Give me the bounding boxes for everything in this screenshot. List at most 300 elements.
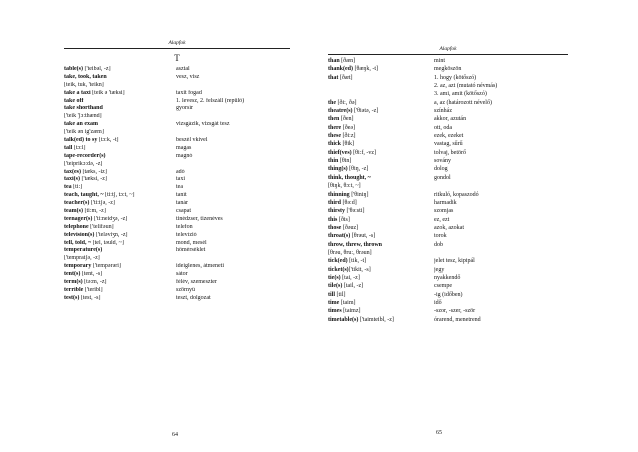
headword: thank(ed) [328, 66, 354, 73]
translation: sátor [176, 271, 188, 278]
headword-cell [64, 82, 176, 90]
headword: those [328, 224, 342, 231]
headword-cell [328, 182, 434, 190]
translation: mond, mesél [176, 239, 207, 246]
translation: magas [176, 144, 192, 151]
translation: akkor, azután [434, 116, 467, 123]
dictionary-entry [328, 241, 568, 249]
headword: television(s) [64, 231, 95, 238]
pronunciation: [tɔ:l] [72, 144, 86, 151]
translation: adó [176, 168, 185, 175]
headword: that [328, 74, 339, 81]
headword: thinning [328, 191, 350, 198]
translation: taxi [176, 176, 185, 183]
headword-cell [64, 200, 176, 208]
running-head: Alapfok [328, 46, 568, 55]
headword-cell [328, 107, 434, 115]
headword-cell [328, 132, 434, 140]
headword-cell [64, 90, 176, 98]
translation: szomjas [434, 208, 454, 215]
dictionary-entry [328, 316, 568, 324]
pronunciation: [ti:tʃ, tɔ:t, ~] [103, 192, 135, 199]
pronunciation: ['ti:neidʒə, -z] [92, 215, 128, 222]
translation: 1. hogy (kötőszó) [434, 74, 477, 81]
headword: tile(s) [328, 283, 343, 290]
headword-cell [328, 140, 434, 148]
dictionary-entry [64, 82, 290, 90]
headword-cell [64, 129, 176, 137]
page-number: 64 [172, 432, 178, 438]
headword: tick(ed) [328, 258, 348, 265]
pronunciation: ['ti:tʃə, -z] [89, 200, 115, 207]
headword: thick [328, 141, 342, 148]
translation: színház [434, 108, 452, 115]
dictionary-entry [328, 282, 568, 290]
dictionary-entry [64, 121, 290, 129]
translation [176, 113, 290, 121]
pronunciation: [ðis] [337, 216, 350, 223]
translation: a, az (határozott névelő) [434, 99, 492, 106]
translation: ideiglenes, átmeneti [176, 263, 224, 270]
dictionary-entry [64, 200, 290, 208]
pronunciation: [θiŋk, θɔ:t, ~] [328, 183, 361, 190]
headword: take shorthand [64, 105, 103, 112]
headword: tie(s) [328, 274, 341, 281]
headword-cell [64, 121, 176, 129]
headword-cell [328, 82, 434, 90]
translation: ezek, ezeket [434, 133, 464, 140]
pronunciation: [taimz] [341, 308, 361, 315]
headword-cell [328, 282, 434, 290]
translation: telefon [176, 223, 193, 230]
headword: ticket(s) [328, 266, 349, 273]
pronunciation: ['teləviʒn, -z] [94, 231, 128, 238]
dictionary-entry [328, 90, 568, 98]
dictionary-entry [328, 140, 568, 148]
translation: csapat [176, 208, 191, 215]
dictionary-entry [328, 232, 568, 240]
headword: term(s) [64, 279, 83, 286]
left-page [64, 40, 290, 438]
headword: tape-recorder(s) [64, 152, 106, 159]
translation: magnó [176, 152, 193, 159]
dictionary-entry [328, 191, 568, 199]
translation: -szor, -szer, -ször [434, 308, 476, 315]
dictionary-entry [328, 182, 568, 190]
headword-cell [328, 274, 434, 282]
headword-cell [328, 149, 434, 157]
dictionary-entry [64, 232, 290, 240]
translation: nyakkendő [434, 274, 461, 281]
headword: tax(es) [64, 168, 81, 175]
headword: tall [64, 144, 73, 151]
headword: theatre(s) [328, 108, 353, 115]
page-number: 65 [436, 430, 442, 436]
translation: teszt, dolgozat [176, 294, 211, 301]
pronunciation: [tail, -z] [342, 283, 364, 290]
headword-cell [328, 241, 434, 249]
translation: tanár [176, 200, 188, 207]
dictionary-entry [328, 82, 568, 90]
headword: take a taxi [64, 89, 91, 96]
headword-cell [64, 161, 176, 169]
pronunciation: [tæks, -iz] [81, 168, 107, 175]
translation: dolog [434, 166, 448, 173]
headword: than [328, 58, 340, 64]
dictionary-entry [328, 224, 568, 232]
pronunciation: [ðəuz] [341, 224, 359, 231]
headword: take an exam [64, 121, 98, 128]
translation: 3. ami, amit (kötőszó) [434, 91, 487, 98]
headword-cell [328, 57, 434, 65]
translation: tea [176, 184, 183, 191]
translation: vastag, sűrű [434, 141, 463, 148]
pronunciation: [θæŋk, -t] [353, 66, 379, 73]
pronunciation: ['teik 'ʃɔ:thænd] [64, 113, 102, 120]
dictionary-entry [64, 113, 290, 121]
translation: tinédzser, tizenéves [176, 215, 223, 222]
headword-cell [328, 157, 434, 165]
translation: órarend, menetrend [434, 316, 481, 323]
headword: teenager(s) [64, 215, 93, 222]
pronunciation: [ðæt] [338, 74, 353, 81]
pronunciation: ['tikit, -s] [348, 266, 371, 273]
headword-cell [64, 295, 176, 303]
dictionary-entry [64, 129, 290, 137]
headword-cell [328, 299, 434, 307]
pronunciation: ['tempərəri] [91, 263, 121, 270]
translation: sovány [434, 158, 451, 165]
translation: taxit fogad [176, 89, 202, 96]
headword: there [328, 124, 342, 131]
translation [176, 255, 290, 263]
pronunciation: [taim] [339, 299, 356, 306]
pronunciation: [tai, -z] [340, 274, 360, 281]
headword-cell [328, 257, 434, 265]
headword-cell [328, 90, 434, 98]
dictionary-entry [328, 165, 568, 173]
dictionary-entry [64, 247, 290, 255]
headword: tell, told, ~ [64, 239, 92, 246]
translation: vizsgázik, vizsgát tesz [176, 121, 230, 128]
headword-cell [328, 249, 434, 257]
headword: time [328, 299, 340, 306]
headword: tea [64, 184, 72, 191]
dictionary-entry [328, 257, 568, 265]
headword-cell [328, 65, 434, 73]
dictionary-entry [328, 307, 568, 315]
headword-cell [64, 74, 176, 82]
headword-cell [328, 165, 434, 173]
pronunciation: ['tæksi, -z] [80, 176, 107, 183]
headword-cell [328, 124, 434, 132]
dictionary-entry [64, 271, 290, 279]
headword-cell [64, 169, 176, 177]
headword-cell [64, 105, 176, 113]
headword-cell [64, 263, 176, 271]
pronunciation: [θrəut, -s] [350, 233, 376, 240]
pronunciation: ['tempratʃə, -z] [64, 255, 100, 262]
translation: csempe [434, 283, 452, 290]
pronunciation: [ðæn] [339, 58, 356, 64]
headword: terrible [64, 286, 84, 293]
headword-cell [328, 207, 434, 215]
headword: thin [328, 158, 339, 165]
pronunciation: [ði:, ðə] [336, 99, 357, 106]
dictionary-entry [328, 57, 568, 65]
dictionary-entry [64, 263, 290, 271]
headword: third [328, 199, 342, 206]
headword: temperature(s) [64, 247, 103, 254]
headword: teacher(s) [64, 200, 90, 207]
dictionary-entry [64, 74, 290, 82]
dictionary-entry [64, 98, 290, 106]
pronunciation: ['teribl] [83, 286, 103, 293]
headword-cell [328, 316, 434, 324]
dictionary-entry [328, 274, 568, 282]
headword-cell [64, 247, 176, 255]
pronunciation: [ðen] [339, 116, 354, 123]
headword: take, took, taken [64, 73, 107, 80]
dictionary-entry [328, 132, 568, 140]
headword-cell [64, 98, 176, 106]
pronunciation: [tik, -t] [347, 258, 367, 265]
pronunciation: [til] [335, 291, 346, 298]
dictionary-entry [64, 184, 290, 192]
pronunciation: ['θiətə, -z] [352, 108, 379, 115]
headword: thing(s) [328, 166, 348, 173]
headword: this [328, 216, 338, 223]
headword-cell [328, 174, 434, 182]
translation: azok, azokat [434, 224, 464, 231]
translation: 2. az, azt (mutató névmás) [434, 83, 498, 90]
headword-cell [64, 208, 176, 216]
dictionary-entry [64, 287, 290, 295]
dictionary-entry [64, 105, 290, 113]
headword: thief(ves) [328, 149, 352, 156]
dictionary-entry [328, 174, 568, 182]
headword-cell [328, 232, 434, 240]
pronunciation: [teik ə 'tæksi] [90, 89, 125, 96]
translation: félév, szemeszter [176, 279, 217, 286]
translation: harmadik [434, 199, 457, 206]
headword: throat(s) [328, 233, 351, 240]
pronunciation: [ði:z] [341, 133, 356, 140]
dictionary-entry [64, 224, 290, 232]
headword: taxi(s) [64, 176, 80, 183]
dictionary-entry [64, 66, 290, 74]
dictionary-entry [64, 90, 290, 98]
pronunciation: [θi:f, -vz] [351, 149, 377, 156]
dictionary-entry [64, 255, 290, 263]
headword-cell [64, 176, 176, 184]
pronunciation: [θiŋ, -z] [347, 166, 369, 173]
headword-cell [64, 224, 176, 232]
headword-cell [328, 216, 434, 224]
dictionary-entry [328, 107, 568, 115]
dictionary-entry [64, 161, 290, 169]
dictionary-entry [64, 216, 290, 224]
pronunciation: [test, -s] [79, 294, 101, 301]
headword-cell [64, 153, 176, 161]
headword: think, thought, ~ [328, 174, 371, 181]
pronunciation: [θik] [341, 141, 355, 148]
entry-list [328, 57, 568, 324]
dictionary-entry [328, 99, 568, 107]
translation: gondol [434, 174, 451, 181]
pronunciation: [θə:d] [341, 199, 357, 206]
translation: -ig (időben) [434, 291, 463, 298]
headword-cell [328, 307, 434, 315]
translation: televízió [176, 231, 197, 238]
running-head: Alapfok [64, 40, 290, 49]
pronunciation: [tə:m, -z] [82, 279, 107, 286]
pronunciation: ['telifəun] [88, 223, 114, 230]
headword-cell [64, 184, 176, 192]
headword-cell [64, 287, 176, 295]
translation: ritkuló, kopaszodó [434, 191, 479, 198]
translation: idő [434, 299, 442, 306]
headword: till [328, 291, 335, 298]
pronunciation: ['teibəl, -z] [83, 66, 111, 72]
pronunciation: [θin] [338, 158, 352, 165]
pronunciation: ['θiniŋ] [349, 191, 369, 198]
headword-cell [64, 255, 176, 263]
headword: temporary [64, 263, 92, 270]
headword: thirsty [328, 208, 345, 215]
translation: beszél vkivel [176, 137, 208, 144]
entry-list [64, 66, 290, 303]
dictionary-entry [64, 176, 290, 184]
headword: tent(s) [64, 271, 81, 278]
pronunciation: [ti:m, -z] [83, 208, 106, 215]
dictionary-entry [328, 216, 568, 224]
dictionary-entry [328, 65, 568, 73]
headword-cell [328, 74, 434, 82]
translation: ott, oda [434, 124, 452, 131]
dictionary-entry [328, 199, 568, 207]
translation: jelet tesz, kipipál [434, 258, 475, 265]
pronunciation: [tɔ:k, -t] [97, 137, 119, 144]
headword: the [328, 99, 336, 106]
pronunciation: [tel, təuld, ~] [91, 239, 124, 246]
headword: times [328, 308, 342, 315]
translation: tanít [176, 192, 187, 199]
headword: talk(ed) to sy [64, 137, 98, 144]
translation: vesz, visz [176, 73, 200, 80]
dictionary-entry [328, 115, 568, 123]
dictionary-entry [64, 137, 290, 145]
translation: dob [434, 241, 443, 248]
headword-cell [64, 66, 176, 74]
pronunciation: [ti:] [71, 184, 83, 191]
dictionary-entry [328, 124, 568, 132]
translation: torok [434, 233, 447, 240]
pronunciation: ['teik ən ig'zæm] [64, 129, 104, 136]
headword: test(s) [64, 294, 80, 301]
dictionary-entry [64, 145, 290, 153]
right-page [328, 46, 568, 436]
dictionary-entry [64, 279, 290, 287]
dictionary-entry [328, 249, 568, 257]
dictionary-entry [64, 153, 290, 161]
headword: team(s) [64, 208, 83, 215]
headword-cell [328, 291, 434, 299]
pronunciation: [θrəu, θru:, θrəun] [328, 249, 372, 256]
translation: mint [434, 58, 446, 64]
translation [176, 161, 290, 169]
pronunciation: [teik, tuk, 'teikn] [64, 81, 104, 88]
headword: these [328, 133, 341, 140]
translation [176, 82, 290, 90]
translation [434, 249, 568, 257]
dictionary-entry [328, 74, 568, 82]
dictionary-entry [328, 207, 568, 215]
headword: teach, taught, ~ [64, 192, 104, 199]
dictionary-entry [64, 208, 290, 216]
headword-cell [328, 224, 434, 232]
headword-cell [64, 271, 176, 279]
headword-cell [64, 137, 176, 145]
dictionary-entry [328, 149, 568, 157]
headword-cell [64, 279, 176, 287]
dictionary-entry [64, 295, 290, 303]
headword-cell [328, 99, 434, 107]
section-letter: T [174, 53, 180, 63]
headword-cell [328, 199, 434, 207]
headword: take off [64, 97, 84, 104]
translation: ez, ezt [434, 216, 450, 223]
translation [434, 182, 568, 190]
headword: table(s) [64, 66, 83, 72]
translation: tolvaj, betörő [434, 149, 466, 156]
dictionary-entry [328, 299, 568, 307]
headword-cell [64, 232, 176, 240]
translation: 1. levesz, 2. felszáll (repülő) [176, 97, 245, 104]
translation: gyorsír [176, 105, 193, 112]
dictionary-entry [328, 157, 568, 165]
dictionary-entry [64, 240, 290, 248]
headword-cell [64, 113, 176, 121]
headword-cell [328, 115, 434, 123]
translation: szörnyű [176, 286, 195, 293]
translation [176, 129, 290, 137]
headword-cell [64, 216, 176, 224]
headword: timetable(s) [328, 316, 359, 323]
headword: then [328, 116, 340, 123]
headword-cell [64, 192, 176, 200]
translation: hőmérséklet [176, 247, 206, 254]
pronunciation: ['θə:sti] [345, 208, 365, 215]
pronunciation: ['taimteibl, -z] [358, 316, 394, 323]
headword-cell [328, 191, 434, 199]
headword-cell [64, 240, 176, 248]
headword: throw, threw, thrown [328, 241, 383, 248]
dictionary-entry [64, 169, 290, 177]
dictionary-entry [328, 266, 568, 274]
translation: megköszön [434, 66, 462, 73]
dictionary-entry [64, 192, 290, 200]
pronunciation: [ðeə] [341, 124, 356, 131]
dictionary-entry [328, 291, 568, 299]
pronunciation: ['teiprikɔ:də, -z] [64, 160, 103, 167]
headword-cell [328, 266, 434, 274]
translation: asztal [176, 66, 190, 72]
headword-cell [64, 145, 176, 153]
pronunciation: [tent, -s] [80, 271, 103, 278]
headword: telephone [64, 223, 89, 230]
translation: jegy [434, 266, 445, 273]
